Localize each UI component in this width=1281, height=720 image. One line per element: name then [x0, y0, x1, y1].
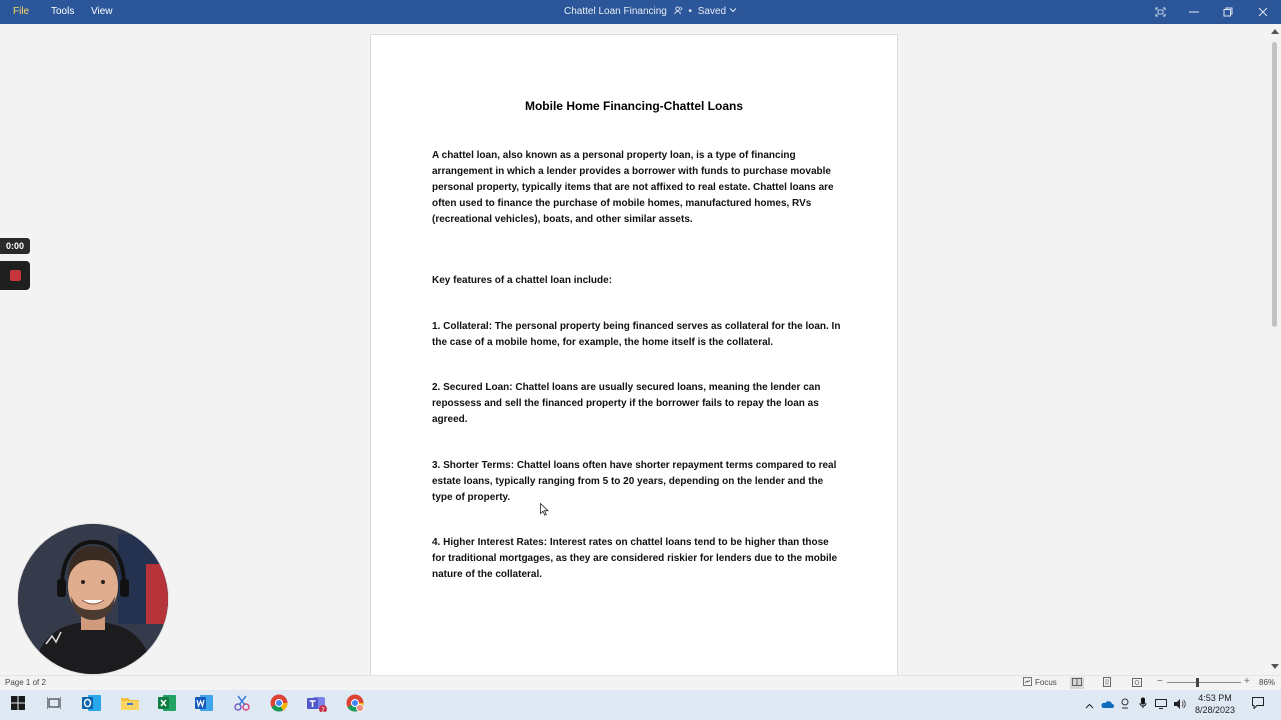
zoom-in-button[interactable]: +	[1244, 676, 1250, 687]
taskbar-clock[interactable]	[1190, 692, 1240, 716]
taskbar-chrome[interactable]	[267, 693, 291, 717]
document-title-bar[interactable]: Chattel Loan Financing • Saved	[564, 0, 737, 24]
clock-time: 4:53 PM	[1198, 693, 1232, 703]
print-layout-icon	[1103, 677, 1111, 689]
focus-label: Focus	[1035, 678, 1057, 687]
notification-icon	[1252, 696, 1264, 714]
network-tray-button[interactable]	[1153, 690, 1169, 720]
task-view-icon	[47, 696, 61, 715]
zoom-out-button[interactable]: −	[1157, 676, 1163, 687]
windows-logo-icon	[11, 696, 25, 715]
start-button[interactable]	[6, 693, 30, 717]
scroll-up-arrow-icon[interactable]	[1271, 29, 1279, 34]
network-icon	[1155, 696, 1167, 714]
camera-icon	[1120, 696, 1130, 714]
show-hidden-icons-button[interactable]	[1082, 690, 1096, 720]
microphone-icon	[1139, 696, 1147, 714]
web-layout-icon	[1132, 678, 1142, 689]
teams-icon	[307, 694, 327, 717]
chrome-icon	[270, 694, 288, 717]
read-mode-icon	[1072, 678, 1082, 688]
restore-icon	[1223, 7, 1233, 17]
close-icon	[1258, 7, 1268, 17]
chrome-profile-icon	[346, 694, 364, 717]
scissors-icon	[233, 694, 251, 717]
read-mode-button[interactable]	[1070, 677, 1084, 689]
taskbar-excel[interactable]	[155, 693, 179, 717]
zoom-slider[interactable]	[1167, 682, 1241, 683]
focus-icon	[1023, 677, 1032, 688]
menu-view[interactable]: View	[91, 6, 113, 17]
taskbar-chrome-profile[interactable]	[343, 693, 367, 717]
recording-timer: 0:00	[0, 238, 30, 254]
task-view-button[interactable]	[42, 693, 66, 717]
volume-tray-button[interactable]	[1172, 690, 1188, 720]
document-heading: Mobile Home Financing-Chattel Loans	[524, 99, 743, 113]
close-button[interactable]	[1248, 0, 1278, 24]
print-layout-button[interactable]	[1100, 677, 1114, 689]
stop-icon	[10, 270, 21, 281]
status-bar	[0, 675, 1281, 691]
menu-file[interactable]: File	[13, 6, 30, 17]
onedrive-tray-button[interactable]	[1099, 690, 1115, 720]
notifications-button[interactable]	[1248, 690, 1268, 720]
onedrive-cloud-icon	[1100, 696, 1114, 714]
chevron-up-icon	[1085, 696, 1094, 714]
document-name: Chattel Loan Financing	[564, 6, 667, 17]
minimize-icon	[1189, 7, 1199, 17]
key-features-paragraph: Key features of a chattel loan include:	[432, 275, 613, 286]
title-bar	[0, 0, 1281, 24]
taskbar-snipping-tool[interactable]	[230, 693, 254, 717]
zoom-percent[interactable]: 86%	[1259, 678, 1276, 687]
teams-badge-count: 2	[321, 707, 325, 712]
speaker-icon	[1174, 696, 1186, 714]
fullscreen-icon	[1155, 7, 1166, 17]
microphone-tray-button[interactable]	[1136, 690, 1150, 720]
excel-icon	[158, 694, 176, 717]
restore-button[interactable]	[1213, 0, 1243, 24]
clock-date: 8/28/2023	[1194, 705, 1236, 715]
taskbar-teams[interactable]	[305, 693, 329, 717]
feature-shorter-terms-paragraph: 3. Shorter Terms: Chattel loans often have shorter repayment terms compared to real estate loans, typically ranging from 5 to 20 years, depending on the lender and the type of property.	[432, 460, 837, 503]
feature-secured-loan-paragraph: 2. Secured Loan: Chattel loans are usually secured loans, meaning the lender can repossess and sell the financed property if the borrower fails to repay the loan as agreed.	[432, 382, 821, 425]
page-count[interactable]: Page 1 of 2	[5, 678, 46, 687]
zoom-slider-thumb[interactable]	[1196, 678, 1199, 687]
folder-icon	[121, 696, 139, 715]
webcam-tray-button[interactable]	[1118, 690, 1132, 720]
chevron-down-icon	[729, 6, 737, 17]
document-canvas[interactable]	[0, 24, 1268, 675]
webcam-bubble[interactable]	[17, 523, 169, 675]
feature-interest-rates-paragraph: 4. Higher Interest Rates: Interest rates on chattel loans tend to be higher than those for traditional mortgages, as they are considered riskier for lenders due to the mobile nature of the collateral.	[432, 537, 838, 580]
save-status: Saved	[697, 6, 727, 17]
taskbar-word[interactable]	[192, 693, 216, 717]
taskbar-outlook[interactable]	[80, 693, 104, 717]
scroll-down-arrow-icon[interactable]	[1271, 664, 1279, 669]
mouse-cursor-icon	[540, 503, 549, 521]
taskbar-file-explorer[interactable]	[118, 693, 142, 717]
vertical-scrollbar[interactable]	[1268, 24, 1281, 675]
windows-taskbar	[0, 690, 1281, 720]
document-page[interactable]	[370, 34, 898, 675]
web-layout-button[interactable]	[1130, 677, 1144, 689]
presenter-video-icon	[18, 524, 168, 674]
menu-tools[interactable]: Tools	[51, 6, 75, 17]
outlook-icon	[82, 694, 102, 717]
intro-paragraph: A chattel loan, also known as a personal property loan, is a type of financing arrangement in which a lender provides a borrower with funds to purchase movable personal property, typically items that are not affixed to real estate. Chattel loans are often used to finance the purchase of mobile homes, manufactured homes, RVs (recreational vehicles), boats, and other similar assets.	[432, 150, 834, 225]
minimize-button[interactable]	[1179, 0, 1209, 24]
focus-button[interactable]	[1023, 677, 1057, 688]
full-screen-button[interactable]	[1145, 0, 1175, 24]
share-person-icon	[674, 6, 686, 17]
word-icon	[195, 694, 213, 717]
stop-recording-button[interactable]	[0, 261, 30, 290]
scrollbar-thumb[interactable]	[1272, 42, 1277, 327]
feature-collateral-paragraph: 1. Collateral: The personal property being financed serves as collateral for the loan. In the case of a mobile home, for example, the home itself is the collateral.	[432, 321, 841, 348]
